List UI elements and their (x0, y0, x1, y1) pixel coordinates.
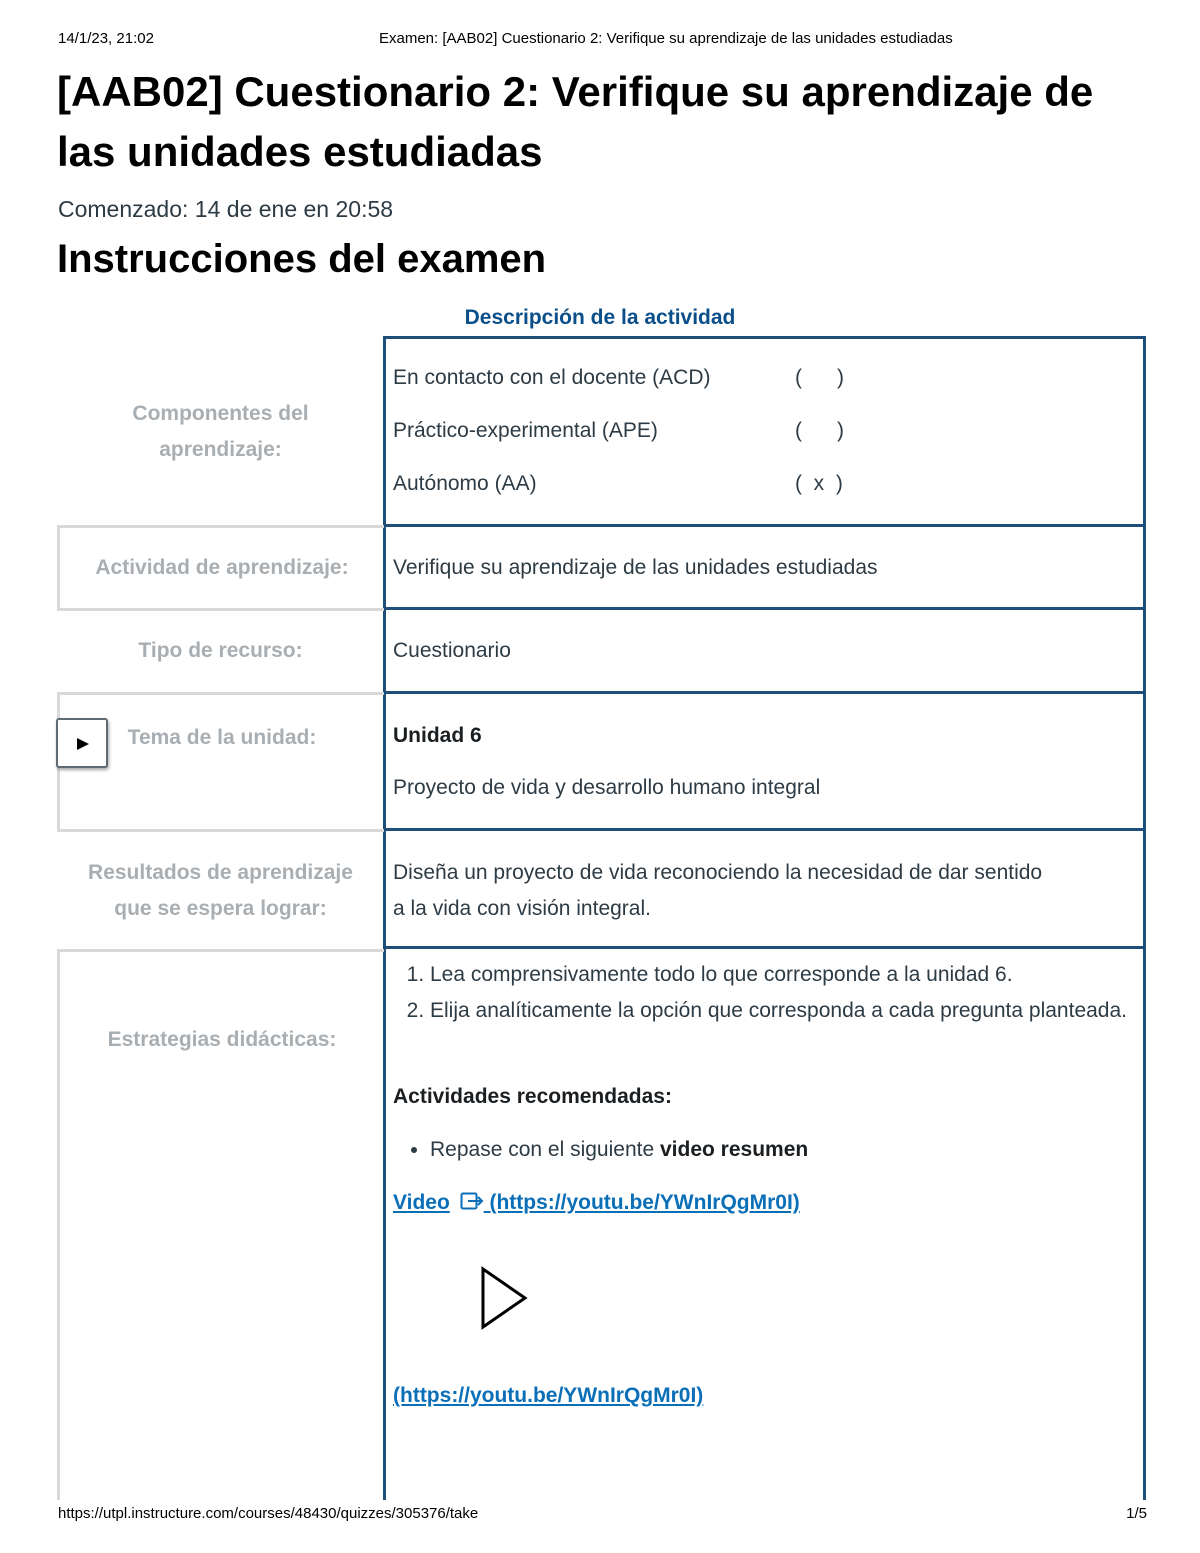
component-row (393, 472, 1133, 496)
page-number: 1/5 (1126, 1505, 1147, 1522)
results-label: Resultados de aprendizaje que se espera lograr: (88, 861, 353, 920)
print-page-title: Examen: [AAB02] Cuestionario 2: Verifique su aprendizaje de las unidades estudiadas (379, 30, 953, 47)
external-link-icon (460, 1191, 484, 1211)
resource-label: Tipo de recurso: (138, 639, 303, 662)
component-row (393, 419, 1133, 443)
component-mark: ( x ) (795, 472, 843, 495)
video-link[interactable]: Video (393, 1191, 450, 1214)
video-url-link[interactable]: (https://youtu.be/YWnIrQgMr0I) (483, 1191, 800, 1214)
strategy-step: 2. Elija analíticamente la opción que corresponda a cada pregunta planteada. (430, 993, 1130, 1029)
recommended-bold: video resumen (660, 1138, 809, 1161)
component-name: En contacto con el docente (ACD) (393, 366, 711, 389)
started-timestamp: Comenzado: 14 de ene en 20:58 (58, 196, 394, 222)
resource-label-cell (57, 610, 384, 692)
resource-value: Cuestionario (393, 639, 511, 662)
recommended-text: Repase con el siguiente (430, 1138, 660, 1161)
activity-value: Verifique su aprendizaje de las unidades estudiadas (393, 556, 878, 579)
url-link[interactable]: (https://youtu.be/YWnIrQgMr0I) (393, 1384, 704, 1407)
activity-label: Actividad de aprendizaje: (95, 556, 349, 579)
table-heading: Descripción de la actividad (464, 306, 736, 329)
print-footer-url: https://utpl.instructure.com/courses/48430/quizzes/305376/take (58, 1505, 479, 1522)
url-link-row (393, 1378, 703, 1414)
unit-name: Unidad 6 (393, 724, 482, 747)
unit-label: Tema de la unidad: (127, 726, 317, 749)
divider (383, 524, 1146, 527)
component-name: Práctico-experimental (APE) (393, 419, 658, 442)
component-mark: ( ) (795, 366, 844, 389)
strategies-content (383, 949, 1146, 1500)
print-datetime: 14/1/23, 21:02 (58, 30, 154, 47)
results-line-1: Diseña un proyecto de vida reconociendo la necesidad de dar sentido (393, 861, 1043, 884)
strategies-list (393, 957, 1130, 1029)
unit-topic: Proyecto de vida y desarrollo humano integral (393, 776, 821, 799)
video-link-row (393, 1185, 800, 1221)
strategies-label-cell (57, 949, 384, 1500)
strategy-step: 1. Lea comprensivamente todo lo que corresponde a la unidad 6. (430, 957, 1130, 993)
component-row (393, 366, 1133, 390)
activity-label-cell (57, 525, 384, 611)
components-label: Componentes del aprendizaje: (132, 402, 309, 461)
play-button[interactable] (56, 718, 108, 768)
instructions-title: Instrucciones del examen (57, 237, 547, 281)
component-mark: ( ) (795, 419, 844, 442)
recommended-title: Actividades recomendadas: (393, 1085, 672, 1108)
play-icon (77, 738, 89, 750)
recommended-list (393, 1132, 808, 1168)
results-line-2: a la vida con visión integral. (393, 897, 651, 920)
video-play-icon[interactable] (480, 1266, 528, 1330)
results-label-cell (57, 831, 384, 947)
print-header (58, 30, 1142, 52)
quiz-title: [AAB02] Cuestionario 2: Verifique su aprendizaje de las unidades estudiadas (57, 68, 1094, 175)
divider (383, 828, 1146, 831)
components-label-cell (57, 339, 384, 524)
component-name: Autónomo (AA) (393, 472, 537, 495)
strategies-label: Estrategias didácticas: (107, 1028, 337, 1051)
recommended-item (430, 1132, 808, 1168)
divider (383, 607, 1146, 610)
divider (383, 691, 1146, 694)
components-list (383, 339, 1146, 524)
